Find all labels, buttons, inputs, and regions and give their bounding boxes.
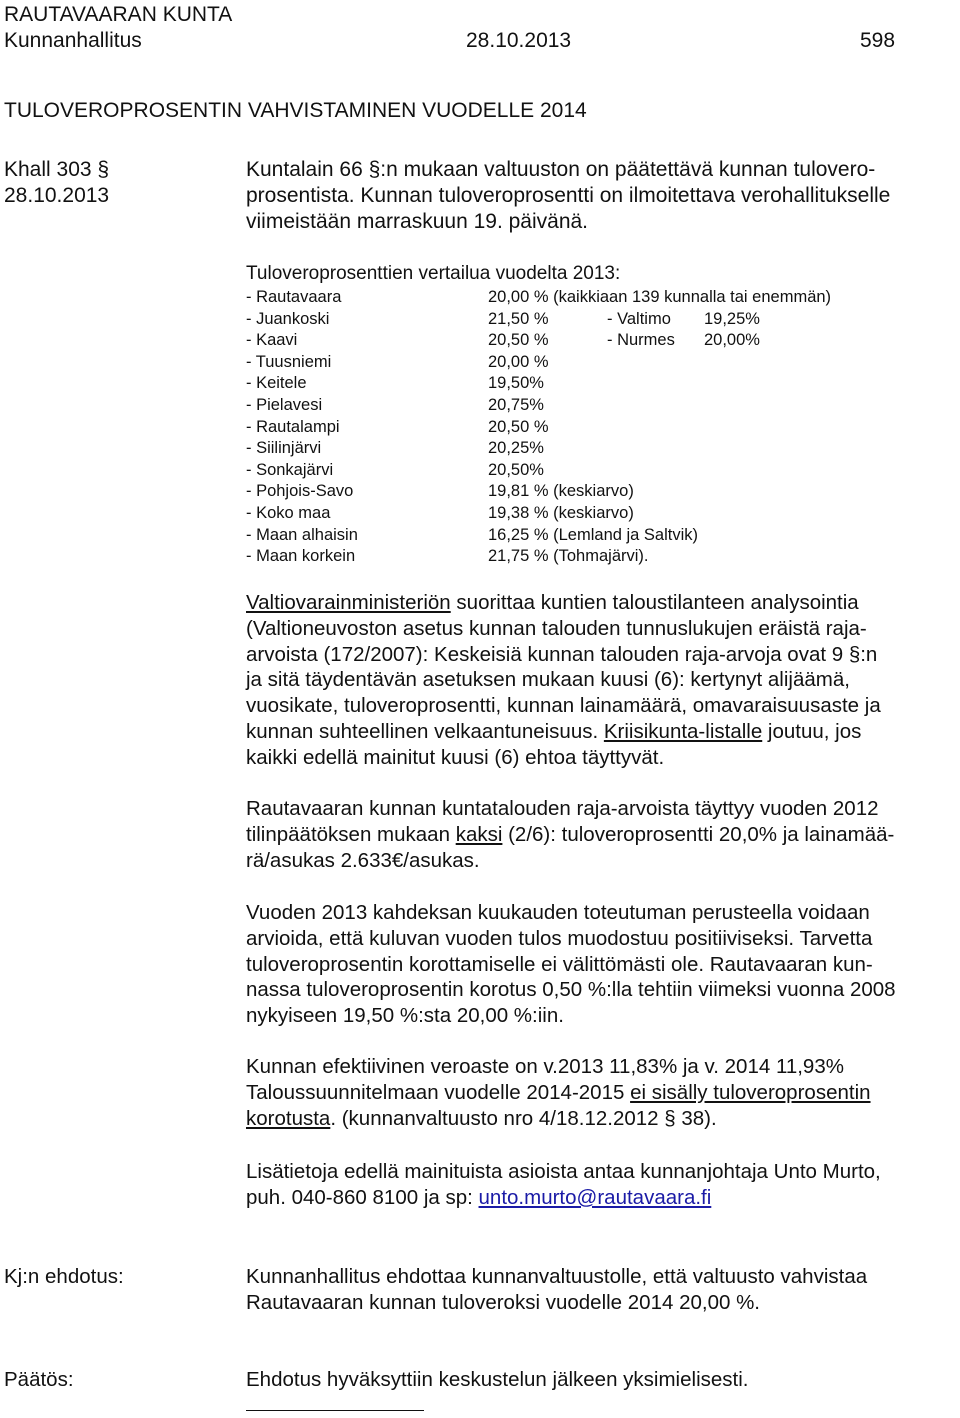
municipality-name: - Kaavi [246,331,298,350]
paragraph-line: Kunnan efektiivinen veroaste on v.2013 11,83% ja v. 2014 11,93% [246,1055,844,1078]
tax-rate: 20,25% [488,439,544,458]
paragraph-line: nykyiseen 19,50 %:sta 20,00 %:iin. [246,1004,564,1028]
decision-text: Ehdotus hyväksyttiin keskustelun jälkeen yksimielisesti. [246,1368,749,1391]
municipality-name: - Valtimo [607,309,671,328]
paragraph-line: Vuoden 2013 kahdeksan kuukauden toteutuman perusteella voidaan [246,901,870,924]
paragraph-line: arvoista (172/2007): Keskeisiä kunnan talouden raja-arvoja ovat 9 §:n [246,642,878,666]
paragraph-text: suorittaa kuntien taloustilanteen analysointia [450,591,859,614]
tax-rate: 20,50 % [488,331,549,350]
intro-line: viimeistään marraskuun 19. päivänä. [246,210,589,233]
intro-line: prosentista. Kunnan tuloveroprosentti on ilmoitettava verohallitukselle [246,184,891,207]
paragraph-line: rä/asukas 2.633€/asukas. [246,848,480,872]
paragraph-text: puh. 040-860 8100 ja sp: [246,1185,479,1209]
paragraph-line: tuloveroprosentin korottamiselle ei välittömästi ole. Rautavaaran kun- [246,952,873,976]
emphasis-increase: korotusta [246,1106,331,1130]
paragraph-line: (Valtioneuvoston asetus kunnan talouden tunnuslukujen eräistä raja- [246,616,867,640]
tax-rate: 19,25% [704,309,760,328]
municipality-name: - Siilinjärvi [246,439,322,458]
proposal-text: Kunnanhallitus ehdottaa kunnanvaltuustolle, että valtuusto vahvistaa [246,1265,868,1288]
reference-date: 28.10.2013 [4,184,110,207]
tax-rate: 20,00% [704,331,760,350]
tax-rate: 21,50 % [488,309,549,328]
emphasis-two: kaksi [455,822,503,846]
emphasis-no-increase: ei sisälly tuloveroprosentin [630,1080,871,1104]
paragraph-text: joutuu, jos [762,719,862,743]
reference-section: Khall 303 § [4,158,110,181]
tax-rate: 19,81 % (keskiarvo) [488,482,634,501]
paragraph-line [246,719,881,745]
tax-rate: 21,75 % (Tohmajärvi). [488,547,649,566]
paragraph-text: (2/6): tuloveroprosentti 20,0% ja lainamää- [502,822,895,846]
municipality-name: - Nurmes [607,331,675,350]
analysis-paragraph [246,590,881,771]
crisis-list-link[interactable]: Kriisikunta-listalle [603,719,763,743]
decision-label: Päätös: [4,1368,74,1391]
organization-name: RAUTAVAARAN KUNTA [4,3,233,26]
paragraph-text: . (kunnanvaltuusto nro 4/18.12.2012 § 38). [330,1106,717,1130]
municipality-name: - Keitele [246,374,307,393]
region-name: - Pohjois-Savo [246,482,354,501]
paragraph-line: Lisätietoja edellä mainituista asioista antaa kunnanjohtaja Unto Murto, [246,1160,881,1183]
municipality-name: - Rautalampi [246,417,340,436]
tax-rate: 19,50% [488,374,544,393]
meeting-date: 28.10.2013 [466,29,572,52]
document-title: TULOVEROPROSENTIN VAHVISTAMINEN VUODELLE 2014 [4,99,587,122]
tax-rate: 20,00 % (kaikkiaan 139 kunnalla tai enemmän) [488,288,832,306]
tax-rate-paragraph [246,1054,871,1131]
tax-rate: 20,50% [488,460,544,479]
region-name: - Koko maa [246,504,331,522]
paragraph-text: Taloussuunnitelmaan vuodelle 2014-2015 [246,1080,631,1104]
tax-rate: 20,00 % [488,352,549,371]
paragraph-line: ja sitä täydentävän asetuksen mukaan kuusi (6): kertynyt alijäämä, [246,668,850,692]
municipality-name: - Juankoski [246,309,330,328]
tax-rate: 20,75% [488,396,544,414]
paragraph-text: tilinpäätöksen mukaan [246,822,456,846]
thresholds-paragraph [246,796,894,873]
intro-line: Kuntalain 66 §:n mukaan valtuuston on päätettävä kunnan tulovero- [246,158,876,181]
paragraph-line: Rautavaaran kunnan kuntatalouden raja-arvoista täyttyy vuoden 2012 [246,797,879,820]
municipality-name: - Sonkajärvi [246,460,334,479]
municipality-name: - Tuusniemi [246,352,332,371]
region-name: - Maan korkein [246,547,356,566]
paragraph-line [246,822,894,848]
municipality-name: - Pielavesi [246,396,323,414]
paragraph-line [246,1080,871,1106]
page-number: 598 [860,29,896,52]
paragraph-line: arvioida, että kuluvan vuoden tulos muodostuu positiiviseksi. Tarvetta [246,926,873,950]
tax-rate: 16,25 % (Lemland ja Saltvik) [488,525,699,544]
paragraph-text: kunnan suhteellinen velkaantuneisuus. [246,719,604,743]
forecast-paragraph [246,900,896,1029]
tax-rate: 20,50 % [488,417,549,436]
paragraph-line: nassa tuloveroprosentin korotus 0,50 %:lla tehtiin viimeksi vuonna 2008 [246,978,896,1002]
paragraph-line [246,1185,881,1211]
comparison-heading: Tuloveroprosenttien vertailua vuodelta 2013: [246,263,621,284]
body-name: Kunnanhallitus [4,29,142,52]
tax-rate: 19,38 % (keskiarvo) [488,504,634,522]
region-name: - Maan alhaisin [246,525,358,544]
paragraph-line: vuosikate, tuloveroprosentti, kunnan lainamäärä, omavaraisuusaste ja [246,694,881,718]
paragraph-line [246,1106,871,1132]
paragraph-line [246,590,881,616]
proposal-label: Kj:n ehdotus: [4,1265,124,1288]
municipality-name: - Rautavaara [246,288,342,306]
ministry-link[interactable]: Valtiovarainministeriön [246,591,451,614]
contact-paragraph [246,1159,881,1211]
paragraph-line: kaikki edellä mainitut kuusi (6) ehtoa täyttyvät. [246,745,665,769]
email-link[interactable]: unto.murto@rautavaara.fi [478,1185,712,1209]
signature-line [246,1410,424,1411]
proposal-text: Rautavaaran kunnan tuloveroksi vuodelle 2014 20,00 %. [246,1291,760,1314]
